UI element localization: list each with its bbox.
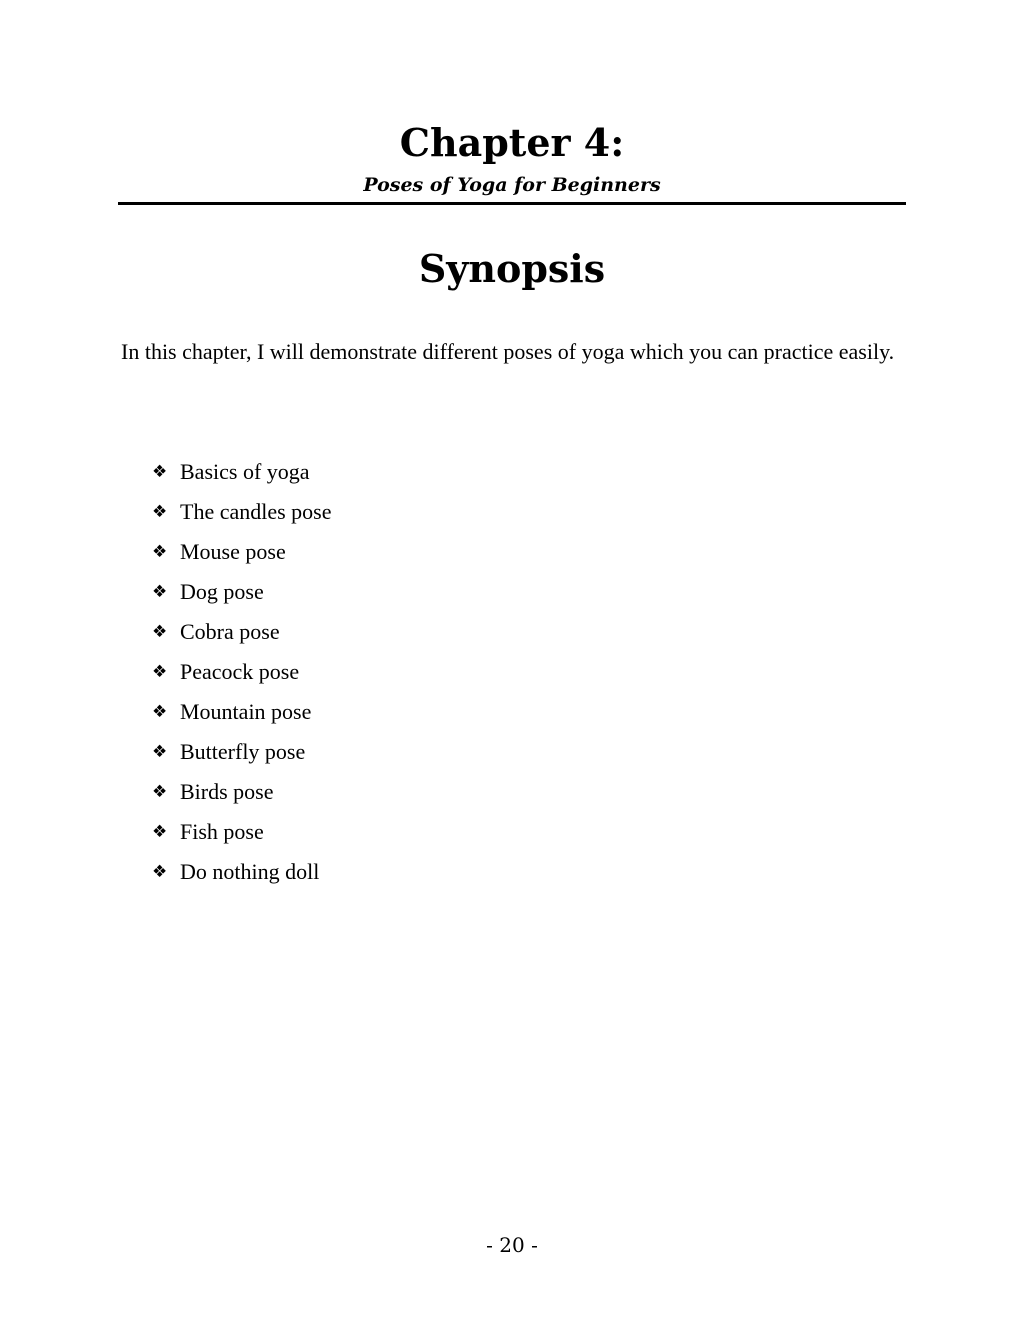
page-number: - 20 - bbox=[486, 1233, 538, 1257]
list-item bbox=[152, 612, 332, 652]
four-diamond-bullet-icon: ❖ bbox=[152, 462, 168, 482]
topic-list bbox=[152, 452, 332, 892]
four-diamond-bullet-icon: ❖ bbox=[152, 862, 168, 882]
four-diamond-bullet-icon: ❖ bbox=[152, 742, 168, 762]
list-item-label: Peacock pose bbox=[180, 659, 300, 684]
four-diamond-bullet-icon: ❖ bbox=[152, 782, 168, 802]
four-diamond-bullet-icon: ❖ bbox=[152, 542, 168, 562]
list-item bbox=[152, 772, 332, 812]
four-diamond-bullet-icon: ❖ bbox=[152, 582, 168, 602]
list-item-label: Birds pose bbox=[180, 779, 274, 804]
four-diamond-bullet-icon: ❖ bbox=[152, 662, 168, 682]
list-item bbox=[152, 652, 332, 692]
list-item-label: Basics of yoga bbox=[180, 459, 310, 484]
four-diamond-bullet-icon: ❖ bbox=[152, 702, 168, 722]
title-divider bbox=[118, 202, 906, 205]
intro-paragraph: In this chapter, I will demonstrate different poses of yoga which you can practice easily. bbox=[121, 339, 895, 364]
four-diamond-bullet-icon: ❖ bbox=[152, 822, 168, 842]
list-item-label: Cobra pose bbox=[180, 619, 280, 644]
chapter-title: Chapter 4: bbox=[399, 120, 625, 165]
list-item bbox=[152, 492, 332, 532]
list-item-label: Fish pose bbox=[180, 819, 264, 844]
list-item bbox=[152, 852, 332, 892]
four-diamond-bullet-icon: ❖ bbox=[152, 622, 168, 642]
list-item-label: Butterfly pose bbox=[180, 739, 306, 764]
list-item bbox=[152, 532, 332, 572]
list-item-label: Mountain pose bbox=[180, 699, 312, 724]
list-item-label: The candles pose bbox=[180, 499, 332, 524]
four-diamond-bullet-icon: ❖ bbox=[152, 502, 168, 522]
list-item bbox=[152, 452, 332, 492]
list-item bbox=[152, 732, 332, 772]
section-title: Synopsis bbox=[418, 246, 606, 291]
list-item-label: Dog pose bbox=[180, 579, 264, 604]
chapter-subtitle: Poses of Yoga for Beginners bbox=[363, 174, 661, 196]
list-item-label: Do nothing doll bbox=[180, 859, 320, 884]
list-item bbox=[152, 812, 332, 852]
list-item bbox=[152, 572, 332, 612]
list-item bbox=[152, 692, 332, 732]
list-item-label: Mouse pose bbox=[180, 539, 286, 564]
